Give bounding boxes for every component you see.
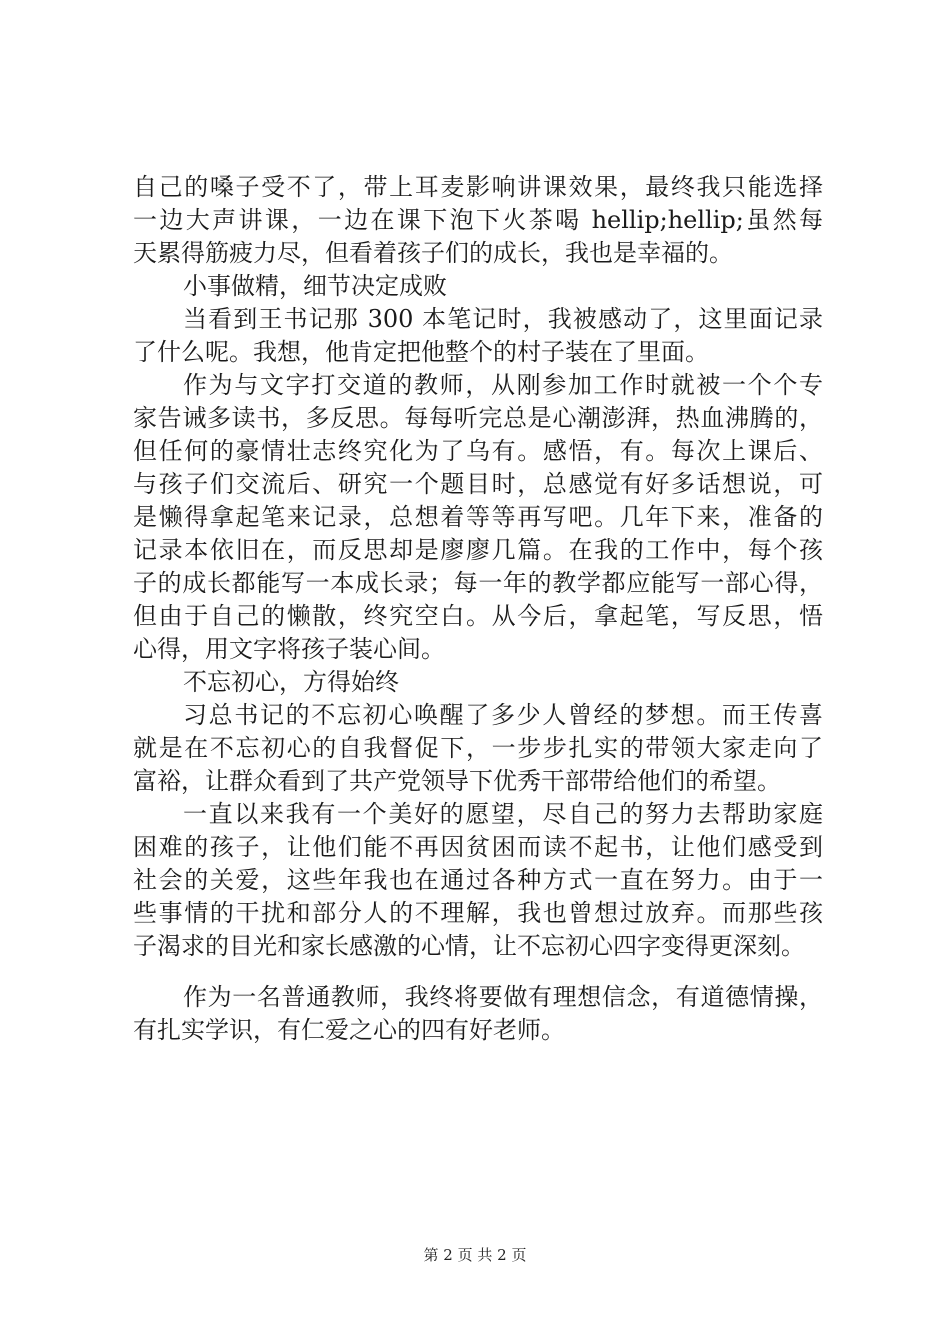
text-line: 就是在不忘初心的自我督促下，一步步扎实的带领大家走向了 <box>133 734 823 762</box>
text-line: 有扎实学识，有仁爱之心的四有好老师。 <box>133 1016 565 1044</box>
text-line: 天累得筋疲力尽，但看着孩子们的成长，我也是幸福的。 <box>133 239 733 267</box>
text-line: 富裕，让群众看到了共产党领导下优秀干部带给他们的希望。 <box>133 767 781 795</box>
text-line: 是懒得拿起笔来记录，总想着等等再写吧。几年下来，准备的 <box>133 503 823 531</box>
text-line: 自己的嗓子受不了，带上耳麦影响讲课效果，最终我只能选择 <box>133 173 823 201</box>
text-line: 家告诫多读书，多反思。每每听完总是心潮澎湃，热血沸腾的， <box>133 404 823 432</box>
text-line: 一直以来我有一个美好的愿望，尽自己的努力去帮助家庭 <box>183 800 823 828</box>
text-line: 与孩子们交流后、研究一个题目时，总感觉有好多话想说，可 <box>133 470 823 498</box>
text-line: 了什么呢。我想，他肯定把他整个的村子装在了里面。 <box>133 338 709 366</box>
text-line: 心得，用文字将孩子装心间。 <box>133 635 445 663</box>
text-line: 习总书记的不忘初心唤醒了多少人曾经的梦想。而王传喜 <box>183 701 823 729</box>
section-heading: 小事做精，细节决定成败 <box>183 272 447 300</box>
text-line: 困难的孩子，让他们能不再因贫困而读不起书，让他们感受到 <box>133 833 823 861</box>
text-line: 但由于自己的懒散，终究空白。从今后，拿起笔，写反思，悟 <box>133 602 823 630</box>
text-line: 子渴求的目光和家长感激的心情，让不忘初心四字变得更深刻。 <box>133 932 805 960</box>
text-line: 记录本依旧在，而反思却是廖廖几篇。在我的工作中，每个孩 <box>133 536 823 564</box>
text-line: 些事情的干扰和部分人的不理解，我也曾想过放弃。而那些孩 <box>133 899 823 927</box>
section-heading: 不忘初心，方得始终 <box>183 668 399 696</box>
page-footer: 第 2 页 共 2 页 <box>423 1246 527 1264</box>
text-line: 但任何的豪情壮志终究化为了乌有。感悟，有。每次上课后、 <box>133 437 823 465</box>
paragraph-gap <box>133 963 823 981</box>
text-line: 社会的关爱，这些年我也在通过各种方式一直在努力。由于一 <box>133 866 823 894</box>
text-line: 作为与文字打交道的教师，从刚参加工作时就被一个个专 <box>183 371 823 399</box>
text-line: 当看到王书记那 300 本笔记时，我被感动了，这里面记录 <box>183 305 823 333</box>
text-line: 作为一名普通教师，我终将要做有理想信念，有道德情操， <box>183 983 823 1011</box>
text-line: 一边大声讲课，一边在课下泡下火茶喝 hellip;hellip;虽然每 <box>133 206 823 234</box>
text-line: 子的成长都能写一本成长录；每一年的教学都应能写一部心得， <box>133 569 823 597</box>
document-body <box>133 171 823 1047</box>
